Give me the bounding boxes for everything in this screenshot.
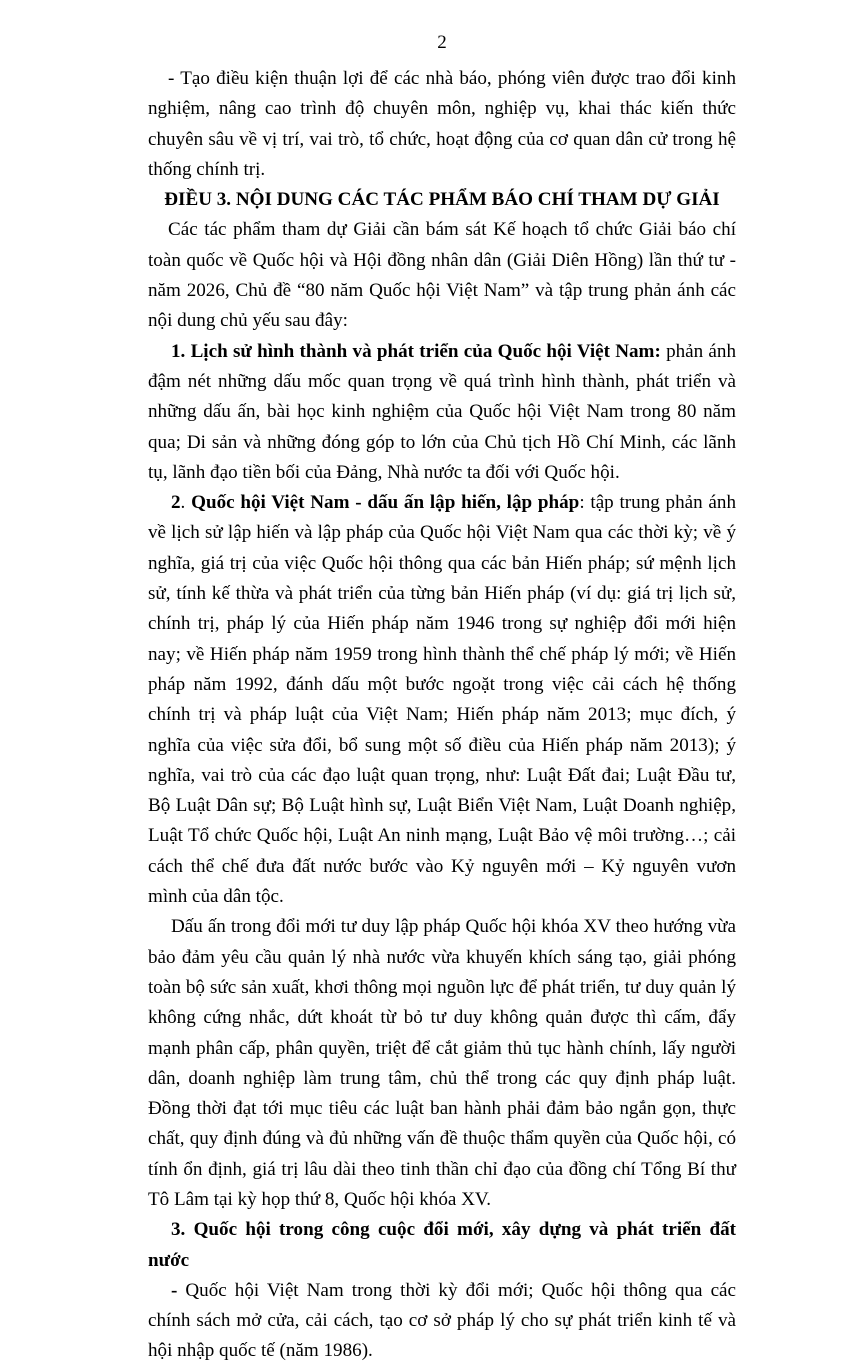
document-body [148, 64, 736, 1367]
section-3-bullet-mark: - [171, 1279, 178, 1301]
section-3-paragraph [148, 1276, 736, 1367]
section-3-heading: 3. Quốc hội trong công cuộc đổi mới, xây dựng và phát triển đất nước [148, 1219, 736, 1271]
section-2-paragraph [148, 488, 736, 912]
section-3-text: Quốc hội Việt Nam trong thời kỳ đổi mới; Quốc hội thông qua các chính sách mở cửa, cải cách, tạo cơ sở pháp lý cho sự phát triển kinh tế và hội nhập quốc tế (năm 1986). [148, 1279, 736, 1362]
section-2-text: : tập trung phản ánh về lịch sử lập hiến và lập pháp của Quốc hội Việt Nam qua các thời kỳ; về ý nghĩa, giá trị của việc Quốc hội thông qua các bản Hiến pháp; sứ mệnh lịch sử, tính kế thừa và phát triển của từng bản Hiến pháp (ví dụ: giá trị lịch sử, chính trị, pháp lý của Hiến pháp năm 1946 trong sự nghiệp đổi mới hiện nay; về Hiến pháp năm 1959 trong hình thành thể chế pháp lý mới; về Hiến pháp năm 1992, đánh dấu một bước ngoặt trong việc cải cách hệ thống chính trị và pháp luật của Việt Nam; Hiến pháp năm 2013; mục đích, ý nghĩa của việc sửa đổi, bổ sung một số điều của Hiến pháp năm 2013); ý nghĩa, vai trò của các đạo luật quan trọng, như: Luật Đất đai; Luật Đầu tư, Bộ Luật Dân sự; Bộ Luật hình sự, Luật Biển Việt Nam, Luật Doanh nghiệp, Luật Tổ chức Quốc hội, Luật An ninh mạng, Luật Bảo vệ môi trường…; cải cách thể chế đưa đất nước bước vào Kỷ nguyên mới – Kỷ nguyên vươn mình của dân tộc. [148, 492, 737, 908]
section-1-paragraph [148, 337, 736, 488]
article-lead-paragraph: Các tác phẩm tham dự Giải cần bám sát Kế hoạch tổ chức Giải báo chí toàn quốc về Quốc hội và Hội đồng nhân dân (Giải Diên Hồng) lần thứ tư - năm 2026, Chủ đề “80 năm Quốc hội Việt Nam” và tập trung phản ánh các nội dung chủ yếu sau đây: [148, 219, 736, 332]
section-1-text: phản ánh đậm nét những dấu mốc quan trọng về quá trình hình thành, phát triển và những dấu ấn, bài học kinh nghiệm của Quốc hội Việt Nam trong 80 năm qua; Di sản và những đóng góp to lớn của Chủ tịch Hồ Chí Minh, các lãnh tụ, lãnh đạo tiền bối của Đảng, Nhà nước ta đối với Quốc hội. [148, 340, 736, 483]
article-title: ĐIỀU 3. NỘI DUNG CÁC TÁC PHẨM BÁO CHÍ THAM DỰ GIẢI [164, 189, 720, 211]
section-2-heading: Quốc hội Việt Nam - dấu ấn lập hiến, lập pháp [191, 492, 580, 514]
section-1-heading: 1. Lịch sử hình thành và phát triển của Quốc hội Việt Nam: [171, 340, 661, 362]
intro-paragraph: - Tạo điều kiện thuận lợi để các nhà báo, phóng viên được trao đổi kinh nghiệm, nâng cao trình độ chuyên môn, nghiệp vụ, khai thác kiến thức chuyên sâu về vị trí, vai trò, tổ chức, hoạt động của cơ quan dân cử trong hệ thống chính trị. [148, 68, 736, 180]
section-2-dot: . [180, 492, 192, 514]
section-2-extra-paragraph: Dấu ấn trong đổi mới tư duy lập pháp Quốc hội khóa XV theo hướng vừa bảo đảm yêu cầu quản lý nhà nước vừa khuyến khích sáng tạo, giải phóng toàn bộ sức sản xuất, khơi thông mọi nguồn lực để phát triển, tư duy quản lý không cứng nhắc, dứt khoát từ bỏ tư duy không quản được thì cấm, đẩy mạnh phân cấp, phân quyền, triệt để cắt giảm thủ tục hành chính, lấy người dân, doanh nghiệp làm trung tâm, chủ thể trong các quy định pháp luật. Đồng thời đạt tới mục tiêu các luật ban hành phải đảm bảo ngắn gọn, thực chất, quy định đúng và đủ những vấn đề thuộc thẩm quyền của Quốc hội, có tính ổn định, giá trị lâu dài theo tinh thần chỉ đạo của đồng chí Tổng Bí thư Tô Lâm tại kỳ họp thứ 8, Quốc hội khóa XV. [148, 916, 736, 1210]
page-number: 2 [437, 32, 447, 53]
section-2-number: 2 [171, 492, 181, 514]
